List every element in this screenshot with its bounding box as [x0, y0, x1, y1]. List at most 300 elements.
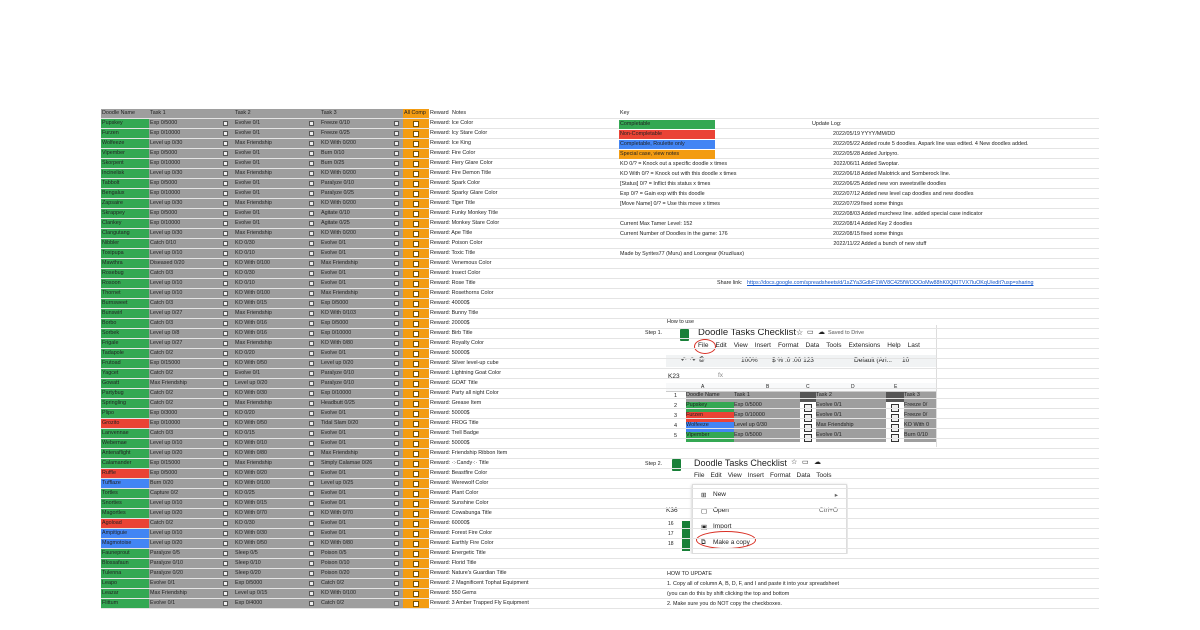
task1-checkbox[interactable] — [223, 211, 228, 216]
font-select[interactable]: Default (Ari... — [854, 357, 892, 364]
all-comp-checkbox[interactable] — [413, 271, 419, 277]
task3-checkbox[interactable] — [394, 501, 399, 506]
task1-checkbox[interactable] — [223, 251, 228, 256]
task2-checkbox[interactable] — [309, 351, 314, 356]
all-comp-checkbox[interactable] — [413, 331, 419, 337]
task1-checkbox[interactable] — [223, 461, 228, 466]
all-comp-checkbox[interactable] — [413, 261, 419, 267]
task3-checkbox[interactable] — [394, 291, 399, 296]
checkbox-cell — [304, 329, 320, 338]
all-comp-checkbox[interactable] — [413, 201, 419, 207]
all-comp-checkbox[interactable] — [413, 571, 419, 577]
all-comp-checkbox[interactable] — [413, 561, 419, 567]
table-row — [101, 389, 1099, 399]
doodle-name-cell: Yagcet — [101, 369, 149, 378]
task3-checkbox[interactable] — [394, 441, 399, 446]
task2-checkbox[interactable] — [309, 261, 314, 266]
task1-checkbox[interactable] — [223, 391, 228, 396]
task2-checkbox[interactable] — [309, 151, 314, 156]
all-comp-checkbox[interactable] — [413, 281, 419, 287]
all-comp-checkbox[interactable] — [413, 381, 419, 387]
task2-checkbox[interactable] — [309, 301, 314, 306]
task2-checkbox[interactable] — [309, 141, 314, 146]
all-comp-checkbox[interactable] — [413, 411, 419, 417]
all-comp-checkbox[interactable] — [413, 121, 419, 127]
task1-checkbox[interactable] — [223, 291, 228, 296]
task1-checkbox[interactable] — [223, 481, 228, 486]
doodle-name-cell: Rosoon — [101, 279, 149, 288]
task1-checkbox[interactable] — [223, 311, 228, 316]
task2-checkbox[interactable] — [309, 221, 314, 226]
task2-checkbox[interactable] — [309, 511, 314, 516]
all-comp-checkbox[interactable] — [413, 451, 419, 457]
all-comp-checkbox[interactable] — [413, 531, 419, 537]
task2-checkbox[interactable] — [309, 331, 314, 336]
checkbox-cell — [217, 499, 234, 508]
task1-cell: Catch 0/3 — [149, 429, 217, 438]
task1-checkbox[interactable] — [223, 531, 228, 536]
task1-checkbox[interactable] — [223, 121, 228, 126]
task2-checkbox[interactable] — [309, 571, 314, 576]
task1-checkbox[interactable] — [223, 601, 228, 606]
all-comp-checkbox[interactable] — [413, 481, 419, 487]
all-comp-checkbox[interactable] — [413, 461, 419, 467]
task3-checkbox[interactable] — [394, 381, 399, 386]
task2-cell: Sleep 0/20 — [234, 569, 304, 578]
task2-checkbox[interactable] — [309, 341, 314, 346]
task1-checkbox[interactable] — [223, 341, 228, 346]
task1-checkbox[interactable] — [223, 301, 228, 306]
task2-checkbox[interactable] — [309, 241, 314, 246]
task2-checkbox[interactable] — [309, 201, 314, 206]
task2-cell: KO With 0/16 — [234, 329, 304, 338]
task3-checkbox[interactable] — [394, 341, 399, 346]
all-comp-cell — [403, 199, 429, 208]
all-comp-checkbox[interactable] — [413, 371, 419, 377]
reward-cell: Reward: Party all night Color — [430, 390, 499, 396]
menu-item[interactable]: Edit — [715, 342, 727, 349]
task1-checkbox[interactable] — [223, 411, 228, 416]
font-size[interactable]: 10 — [902, 357, 910, 364]
undo-icon[interactable]: ↶ — [681, 357, 687, 364]
task2-checkbox[interactable] — [309, 541, 314, 546]
task2-checkbox[interactable] — [309, 281, 314, 286]
task3-checkbox[interactable] — [394, 211, 399, 216]
all-comp-checkbox[interactable] — [413, 391, 419, 397]
menu-item[interactable]: Insert — [754, 342, 771, 349]
task2-cell: Exp 0/5000 — [234, 579, 304, 588]
checkbox-cell — [304, 419, 320, 428]
checkbox-cell — [390, 419, 403, 428]
all-comp-checkbox[interactable] — [413, 401, 419, 407]
reward-cell: Reward: 40000$ — [430, 300, 470, 306]
task3-checkbox[interactable] — [394, 171, 399, 176]
task3-checkbox[interactable] — [394, 121, 399, 126]
task3-checkbox[interactable] — [394, 471, 399, 476]
task2-checkbox[interactable] — [309, 131, 314, 136]
menu-item[interactable]: Format — [777, 342, 799, 349]
task1-checkbox[interactable] — [223, 241, 228, 246]
table-row — [101, 479, 1099, 489]
task2-checkbox[interactable] — [309, 421, 314, 426]
task1-checkbox[interactable] — [223, 181, 228, 186]
task2-checkbox[interactable] — [309, 371, 314, 376]
row-number: 18 — [668, 541, 674, 547]
checkbox-cell — [217, 189, 234, 198]
all-comp-cell — [403, 369, 429, 378]
task1-cell: Max Friendship — [149, 589, 217, 598]
task2-checkbox[interactable] — [309, 491, 314, 496]
task2-checkbox[interactable] — [309, 161, 314, 166]
task2-checkbox[interactable] — [309, 471, 314, 476]
all-comp-checkbox[interactable] — [413, 351, 419, 357]
saved-status: Saved to Drive — [828, 330, 865, 336]
task3-checkbox[interactable] — [394, 231, 399, 236]
all-comp-cell — [403, 469, 429, 478]
task2-checkbox[interactable] — [309, 321, 314, 326]
task1-checkbox[interactable] — [223, 171, 228, 176]
task2-cell: KO With 0/20 — [234, 469, 304, 478]
task2-checkbox[interactable] — [309, 601, 314, 606]
all-comp-checkbox[interactable] — [413, 441, 419, 447]
all-comp-checkbox[interactable] — [413, 361, 419, 367]
key-item: Completable, Roulette only — [619, 140, 715, 149]
task2-checkbox[interactable] — [309, 501, 314, 506]
task3-cell: Poison 0/5 — [320, 549, 390, 558]
task1-checkbox[interactable] — [223, 331, 228, 336]
table-row — [101, 559, 1099, 569]
log-text: Added Key 2 doodles — [861, 221, 913, 227]
checkbox-cell — [304, 509, 320, 518]
doodle-name-cell: Clankey — [101, 219, 149, 228]
all-comp-checkbox[interactable] — [413, 131, 419, 137]
reward-cell: Reward: Funky Monkey Title — [430, 210, 499, 216]
task1-checkbox[interactable] — [223, 231, 228, 236]
task1-cell: Exp 0/10000 — [149, 159, 217, 168]
task3-checkbox[interactable] — [394, 301, 399, 306]
task3-checkbox[interactable] — [394, 191, 399, 196]
all-comp-checkbox[interactable] — [413, 151, 419, 157]
task2-checkbox[interactable] — [309, 431, 314, 436]
table-row — [101, 539, 1099, 549]
task1-checkbox[interactable] — [223, 221, 228, 226]
task3-checkbox[interactable] — [394, 361, 399, 366]
all-comp-checkbox[interactable] — [413, 211, 419, 217]
task1-cell: Level up 0/10 — [149, 249, 217, 258]
all-comp-checkbox[interactable] — [413, 321, 419, 327]
share-link[interactable]: https://docs.google.com/spreadsheets/d/1sZYa3GdbF1WV8C425fWOOOoMw88hK0QKITVX7luOKqU/edit?usp=sharing — [747, 280, 1034, 286]
menu-item[interactable]: Data — [796, 472, 811, 479]
task1-checkbox[interactable] — [223, 591, 228, 596]
all-comp-checkbox[interactable] — [413, 591, 419, 597]
reward-cell: Reward: Energetic Title — [430, 550, 486, 556]
task1-checkbox[interactable] — [223, 271, 228, 276]
checkbox-cell — [304, 529, 320, 538]
task3-checkbox[interactable] — [394, 251, 399, 256]
task2-checkbox[interactable] — [309, 581, 314, 586]
row-number: 1 — [674, 393, 678, 399]
task2-checkbox[interactable] — [309, 561, 314, 566]
all-comp-checkbox[interactable] — [413, 291, 419, 297]
checkbox-cell — [390, 579, 403, 588]
task3-checkbox[interactable] — [394, 481, 399, 486]
checkbox-cell — [217, 179, 234, 188]
table-row — [101, 469, 1099, 479]
all-comp-checkbox[interactable] — [413, 161, 419, 167]
task3-checkbox[interactable] — [394, 221, 399, 226]
header-row — [101, 109, 1099, 119]
all-comp-checkbox[interactable] — [413, 491, 419, 497]
task3-cell: KO With 0/200 — [320, 169, 390, 178]
task1-checkbox[interactable] — [223, 261, 228, 266]
checkbox-cell — [217, 389, 234, 398]
reward-cell: Reward: Sunshine Color — [430, 500, 489, 506]
task1-checkbox[interactable] — [223, 131, 228, 136]
task2-checkbox[interactable] — [309, 461, 314, 466]
all-comp-checkbox[interactable] — [413, 581, 419, 587]
task1-checkbox[interactable] — [223, 421, 228, 426]
menu-item[interactable]: Help — [887, 342, 901, 349]
reward-cell: Reward: Plant Color — [430, 490, 479, 496]
dropdown-item-label: Make a copy — [713, 539, 750, 546]
all-comp-checkbox[interactable] — [413, 141, 419, 147]
task1-checkbox[interactable] — [223, 561, 228, 566]
task3-checkbox[interactable] — [394, 401, 399, 406]
task3-checkbox[interactable] — [394, 551, 399, 556]
checkbox-cell — [390, 329, 403, 338]
task1-checkbox[interactable] — [223, 161, 228, 166]
task2-cell: KO With 0/100 — [234, 289, 304, 298]
all-comp-checkbox[interactable] — [413, 601, 419, 607]
task3-checkbox[interactable] — [394, 451, 399, 456]
reward-cell: Reward: Monkey Stare Color — [430, 220, 500, 226]
menu-item[interactable]: Format — [769, 472, 791, 479]
all-comp-checkbox[interactable] — [413, 541, 419, 547]
menu-item[interactable]: View — [733, 342, 748, 349]
checkbox-cell — [390, 369, 403, 378]
reward-cell: Reward: 20000$ — [430, 320, 470, 326]
task1-checkbox[interactable] — [223, 351, 228, 356]
checkbox-cell — [304, 259, 320, 268]
all-comp-cell — [403, 149, 429, 158]
tamer-level: Current Max Tamer Level: 152 — [620, 221, 693, 227]
mini-task3: Freeze 0/ — [904, 402, 936, 412]
all-comp-cell — [403, 589, 429, 598]
all-comp-checkbox[interactable] — [413, 501, 419, 507]
task3-checkbox[interactable] — [394, 141, 399, 146]
task2-checkbox[interactable] — [309, 521, 314, 526]
task2-checkbox[interactable] — [309, 551, 314, 556]
task2-checkbox[interactable] — [309, 251, 314, 256]
all-comp-cell — [403, 209, 429, 218]
task3-checkbox[interactable] — [394, 511, 399, 516]
task1-checkbox[interactable] — [223, 381, 228, 386]
task2-checkbox[interactable] — [309, 481, 314, 486]
task1-checkbox[interactable] — [223, 141, 228, 146]
task3-checkbox[interactable] — [394, 561, 399, 566]
all-comp-checkbox[interactable] — [413, 421, 419, 427]
task1-checkbox[interactable] — [223, 371, 228, 376]
checkbox-cell — [304, 339, 320, 348]
all-comp-checkbox[interactable] — [413, 241, 419, 247]
task2-checkbox[interactable] — [309, 171, 314, 176]
task1-checkbox[interactable] — [223, 361, 228, 366]
header-doodle-name: Doodle Name — [101, 109, 149, 118]
menu-item[interactable]: Last — [907, 342, 920, 349]
all-comp-checkbox[interactable] — [413, 431, 419, 437]
task1-checkbox[interactable] — [223, 431, 228, 436]
all-comp-cell — [403, 279, 429, 288]
task3-checkbox[interactable] — [394, 431, 399, 436]
task2-checkbox[interactable] — [309, 451, 314, 456]
all-comp-checkbox[interactable] — [413, 521, 419, 527]
task3-checkbox[interactable] — [394, 521, 399, 526]
task3-checkbox[interactable] — [394, 491, 399, 496]
task3-cell: Evolve 0/1 — [320, 349, 390, 358]
task1-cell: Evolve 0/1 — [149, 599, 217, 608]
task3-checkbox[interactable] — [394, 281, 399, 286]
task3-checkbox[interactable] — [394, 261, 399, 266]
task3-checkbox[interactable] — [394, 391, 399, 396]
task2-checkbox[interactable] — [309, 411, 314, 416]
task2-checkbox[interactable] — [309, 231, 314, 236]
reward-cell: Reward: ·:·Candy·:· Title — [430, 460, 489, 466]
doc-title: Doodle Tasks Checklist — [698, 327, 797, 338]
task2-checkbox[interactable] — [309, 441, 314, 446]
zoom-select[interactable]: 100% — [741, 357, 758, 364]
task2-checkbox[interactable] — [309, 211, 314, 216]
task1-checkbox[interactable] — [223, 451, 228, 456]
checkbox-cell — [304, 249, 320, 258]
reward-cell: Reward: Toxic Title — [430, 250, 476, 256]
task2-checkbox[interactable] — [309, 591, 314, 596]
task1-checkbox[interactable] — [223, 321, 228, 326]
task3-checkbox[interactable] — [394, 241, 399, 246]
all-comp-checkbox[interactable] — [413, 251, 419, 257]
task2-checkbox[interactable] — [309, 531, 314, 536]
menu-item[interactable]: Insert — [747, 472, 764, 479]
task2-checkbox[interactable] — [309, 291, 314, 296]
task3-checkbox[interactable] — [394, 461, 399, 466]
task3-checkbox[interactable] — [394, 591, 399, 596]
all-comp-checkbox[interactable] — [413, 341, 419, 347]
task3-checkbox[interactable] — [394, 151, 399, 156]
task1-checkbox[interactable] — [223, 571, 228, 576]
reward-cell: Reward: Bunny Title — [430, 310, 479, 316]
task1-checkbox[interactable] — [223, 191, 228, 196]
menu-item[interactable]: File — [698, 342, 709, 349]
task3-checkbox[interactable] — [394, 161, 399, 166]
task2-checkbox[interactable] — [309, 271, 314, 276]
menu-item[interactable]: View — [727, 472, 742, 479]
task3-checkbox[interactable] — [394, 311, 399, 316]
task3-checkbox[interactable] — [394, 421, 399, 426]
reward-cell: Reward: Silver level-up cube — [430, 360, 499, 366]
task1-checkbox[interactable] — [223, 471, 228, 476]
task1-checkbox[interactable] — [223, 511, 228, 516]
all-comp-checkbox[interactable] — [413, 221, 419, 227]
all-comp-checkbox[interactable] — [413, 231, 419, 237]
reward-cell: Reward: GOAT Title — [430, 380, 478, 386]
reward-cell: Reward: 550 Gems — [430, 590, 477, 596]
menu-item[interactable]: Extensions — [848, 342, 881, 349]
print-icon[interactable]: ⎙ — [699, 356, 705, 363]
task2-checkbox[interactable] — [309, 401, 314, 406]
table-row — [101, 269, 1099, 279]
task2-checkbox[interactable] — [309, 121, 314, 126]
task1-checkbox[interactable] — [223, 441, 228, 446]
task3-checkbox[interactable] — [394, 351, 399, 356]
task2-checkbox[interactable] — [309, 311, 314, 316]
all-comp-cell — [403, 559, 429, 568]
task3-checkbox[interactable] — [394, 371, 399, 376]
task3-checkbox[interactable] — [394, 541, 399, 546]
checkbox-cell — [390, 589, 403, 598]
all-comp-checkbox[interactable] — [413, 471, 419, 477]
task3-checkbox[interactable] — [394, 601, 399, 606]
table-row — [101, 449, 1099, 459]
task1-checkbox[interactable] — [223, 401, 228, 406]
menu-item[interactable]: Tools — [826, 342, 842, 349]
all-comp-checkbox[interactable] — [413, 311, 419, 317]
task1-checkbox[interactable] — [223, 581, 228, 586]
task1-checkbox[interactable] — [223, 151, 228, 156]
all-comp-checkbox[interactable] — [413, 181, 419, 187]
checkbox-cell — [217, 539, 234, 548]
menu-item[interactable]: Tools — [816, 472, 832, 479]
task1-checkbox[interactable] — [223, 201, 228, 206]
doodle-name-cell: Webernae — [101, 439, 149, 448]
all-comp-checkbox[interactable] — [413, 191, 419, 197]
task3-cell: Evolve 0/1 — [320, 529, 390, 538]
task3-checkbox[interactable] — [394, 181, 399, 186]
task2-checkbox[interactable] — [309, 361, 314, 366]
task2-checkbox[interactable] — [309, 381, 314, 386]
task3-checkbox[interactable] — [394, 581, 399, 586]
task1-checkbox[interactable] — [223, 521, 228, 526]
task3-checkbox[interactable] — [394, 331, 399, 336]
mini-task2: Evolve 0/1 — [816, 402, 886, 412]
task1-checkbox[interactable] — [223, 551, 228, 556]
task3-checkbox[interactable] — [394, 571, 399, 576]
task2-checkbox[interactable] — [309, 191, 314, 196]
all-comp-checkbox[interactable] — [413, 511, 419, 517]
task1-checkbox[interactable] — [223, 281, 228, 286]
task1-checkbox[interactable] — [223, 541, 228, 546]
all-comp-checkbox[interactable] — [413, 301, 419, 307]
redo-icon[interactable]: ↷ — [690, 357, 696, 364]
menu-item[interactable]: Data — [805, 342, 820, 349]
all-comp-checkbox[interactable] — [413, 171, 419, 177]
mini-task2: Max Friendship — [816, 422, 886, 432]
task3-checkbox[interactable] — [394, 271, 399, 276]
doodle-name-cell: Bengalux — [101, 189, 149, 198]
task3-checkbox[interactable] — [394, 411, 399, 416]
task2-checkbox[interactable] — [309, 181, 314, 186]
menu-item[interactable]: File — [694, 472, 705, 479]
task2-checkbox[interactable] — [309, 391, 314, 396]
doodle-name-cell: Grozito — [101, 419, 149, 428]
task3-cell: Evolve 0/1 — [320, 429, 390, 438]
task3-checkbox[interactable] — [394, 321, 399, 326]
task3-checkbox[interactable] — [394, 201, 399, 206]
menu-item[interactable]: Edit — [710, 472, 722, 479]
task1-checkbox[interactable] — [223, 501, 228, 506]
task1-checkbox[interactable] — [223, 491, 228, 496]
task3-checkbox[interactable] — [394, 531, 399, 536]
task3-checkbox[interactable] — [394, 131, 399, 136]
all-comp-checkbox[interactable] — [413, 551, 419, 557]
